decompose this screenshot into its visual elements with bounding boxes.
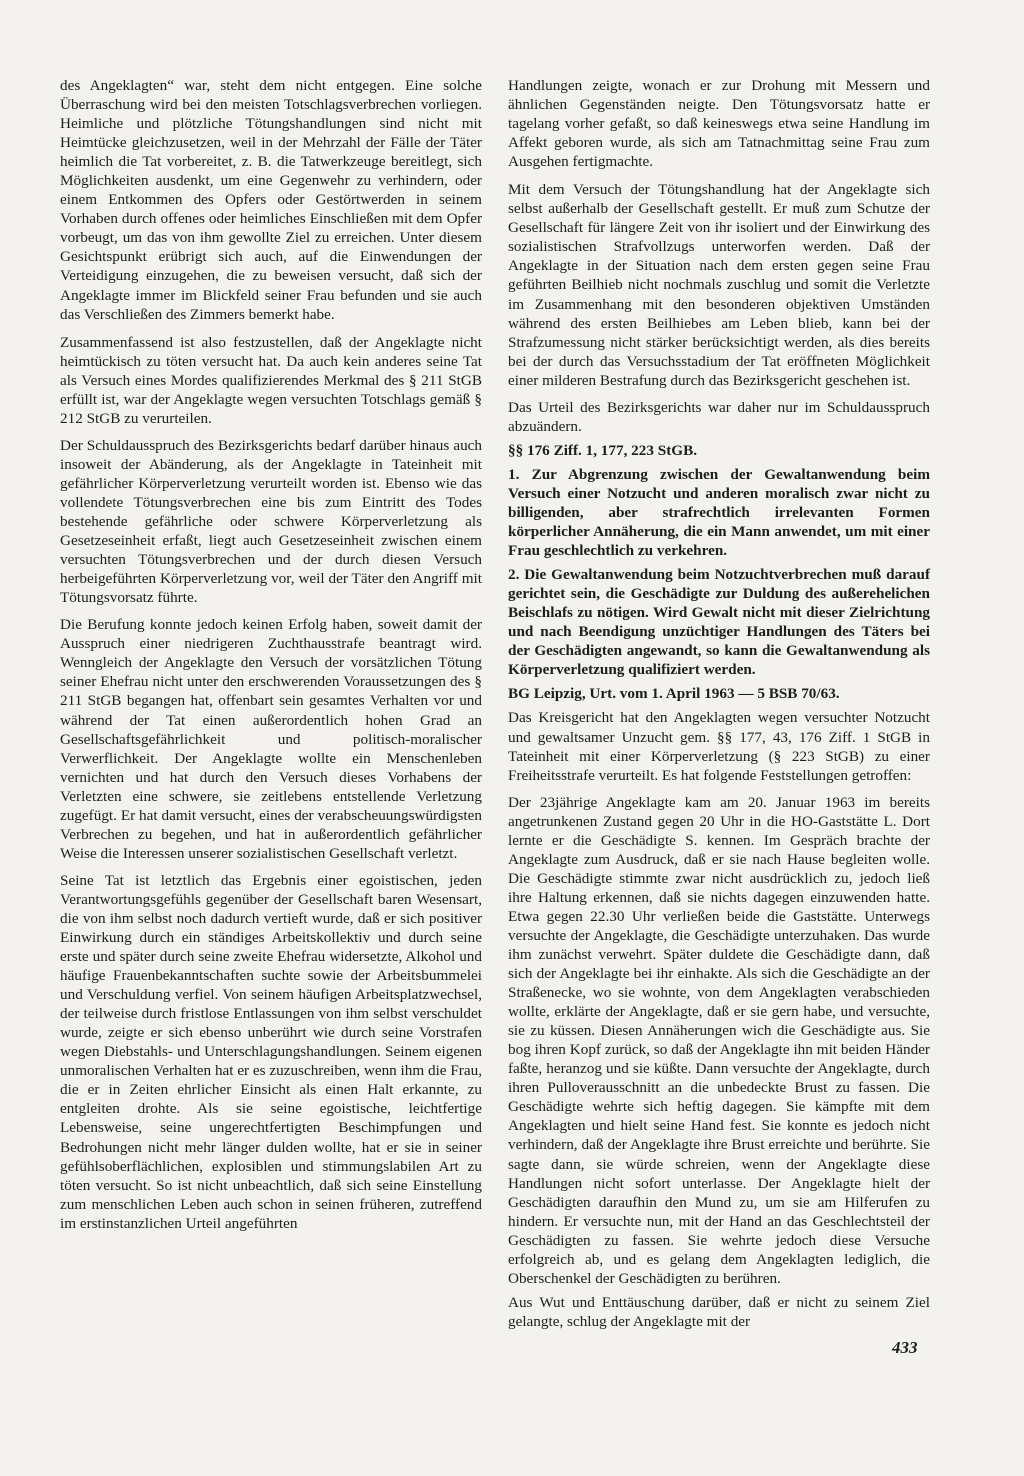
paragraph: Das Kreisgericht hat den Angeklagten wegen versuchter Notzucht und gewaltsamer Unzucht gem. §§ 177, 43, 176 Ziff. 1 StGB in Tateinheit mit einer Körperverletzung (§ 223 StGB) zu einer Freiheitsstrafe verurteilt. Es hat folgende Feststellungen getroffen: xyxy=(508,709,930,784)
paragraph: Zusammenfassend ist also festzustellen, daß der Angeklagte nicht heimtückisch zu töten versucht hat. Da auch kein anderes seine Tat als Versuch eines Mordes qualifizierendes Merkmal des § 211 StGB erfüllt ist, war der Angeklagte wegen versuchten Totschlags gemäß § 212 StGB zu verurteilen. xyxy=(60,333,482,427)
paragraph: Das Urteil des Bezirksgerichts war daher nur im Schuldausspruch abzuändern. xyxy=(508,398,930,435)
paragraph: des Angeklagten“ war, steht dem nicht entgegen. Eine solche Überraschung wird bei den meisten Totschlagsverbrechen vorliegen. Heimliche und plötzliche Tötungshandlungen sind nicht mit Heimtücke gleichzusetzen, weil in der Mehrzahl der Fälle der Täter heimlich die Tat vorbereitet, z. B. die Tatwerkzeuge bereitlegt, sich Möglichkeiten ausdenkt, um eine Gegenwehr zu verhindern, oder einem Entkommen des Opfers oder Gestörtwerden in seinem Vorhaben durch offenes oder heimliches Einschließen mit dem Opfer vorbeugt, um das von ihm gewollte Ziel zu erreichen. Unter diesem Gesichtspunkt erübrigt sich auch, auf die Einwendungen der Verteidigung einzugehen, die zu beweisen versucht, daß sich der Angeklagte immer im Blickfeld seiner Frau befunden und sie auch das Verschließen des Zimmers bemerkt habe. xyxy=(60,77,482,323)
paragraph: Mit dem Versuch der Tötungshandlung hat der Angeklagte sich selbst außerhalb der Gesellschaft gestellt. Er muß zum Schutze der Gesellschaft für längere Zeit von ihr isoliert und der Einwirkung des sozialistischen Strafvollzugs unterworfen werden. Daß der Angeklagte in der Situation nach dem ersten gegen seine Frau geführten Beilhieb nicht nochmals zuschlug und somit die Verletzte im Zusammenhang mit den besonderen objektiven Umständen während des ersten Beilhiebes am Leben blieb, kann bei der Strafzumessung nicht stärker berücksichtigt werden, als dies bereits bei der durch das Versuchsstadium der Tat eröffneten Möglichkeit einer milderen Bestrafung durch das Bezirksgericht geschehen ist. xyxy=(508,181,930,389)
headnote: 1. Zur Abgrenzung zwischen der Gewaltanwendung beim Versuch einer Notzucht und anderen moralisch zwar nicht zu billigenden, aber strafrechtlich irrelevanten Formen körperlicher Annäherung, die ein Mann anwendet, um mit einer Frau geschlechtlich zu verkehren. xyxy=(508,465,930,560)
paragraph: Seine Tat ist letztlich das Ergebnis einer egoistischen, jeden Verantwortungsgefühls gegenüber der Gesellschaft baren Wesensart, die von ihm selbst noch dadurch vertieft wurde, daß er sich positiver Einwirkung durch ein ständiges Arbeitskollektiv und durch seine erste und später durch seine zweite Ehefrau widersetzte, Alkohol und häufige Frauenbekanntschaften suchte sowie der Arbeitsbummelei und Verschuldung verfiel. Von seinem häufigen Arbeitsplatzwechsel, der teilweise durch fristlose Entlassungen von ihm selbst verschuldet wurde, zeigte er sich ebenso unberührt wie durch seine Vorstrafen wegen Diebstahls- und Unterschlagungshandlungen. Seinem eigenen unmoralischen Verhalten hat er es zuzuschreiben, wenn ihm die Frau, die er in Zeiten ehrlicher Einsicht als einen Halt erkannte, zu entgleiten drohte. Als sie seine egoistische, leichtfertige Lebensweise, seine ungerechtfertigten Beschimpfungen und Bedrohungen nicht mehr länger dulden wollte, hat er sie in seiner gefühlsoberflächlichen, explosiblen und stimmungslabilen Art zu töten versucht. So ist nicht unbeachtlich, daß sich seine Einstellung zum menschlichen Leben auch schon in seinen früheren, zutreffend im erstinstanzlichen Urteil angeführten xyxy=(60,871,482,1232)
court-citation: BG Leipzig, Urt. vom 1. April 1963 — 5 BSB 70/63. xyxy=(508,685,840,703)
left-column xyxy=(60,76,482,1241)
headnote: 2. Die Gewaltanwendung beim Notzuchtverbrechen muß darauf gerichtet sein, die Geschädigte zur Duldung des außerehelichen Beischlafs zu nötigen. Wird Gewalt nicht mit dieser Zielrichtung und nach Beendigung unzüchtiger Handlungen des Täters bei der Geschädigten angewandt, so kann die Gewaltanwendung als Körperverletzung qualifiziert werden. xyxy=(508,566,930,679)
paragraph: Handlungen zeigte, wonach er zur Drohung mit Messern und ähnlichen Gegenständen neigte. Den Tötungsvorsatz hatte er tagelang vorher gefaßt, so daß keineswegs etwa seine Handlung im Affekt geboren wurde, als sich am Tatnachmittag seine Frau zum Ausgehen fertigmachte. xyxy=(508,77,930,171)
section-heading: §§ 176 Ziff. 1, 177, 223 StGB. xyxy=(508,441,698,459)
paragraph: Aus Wut und Enttäuschung darüber, daß er nicht zu seinem Ziel gelangte, schlug der Angeklagte mit der xyxy=(508,1293,930,1330)
page-number: 433 xyxy=(892,1338,918,1357)
paragraph: Die Berufung konnte jedoch keinen Erfolg haben, soweit damit der Ausspruch einer niedrigeren Zuchthausstrafe beantragt wird. Wenngleich der Angeklagte den Versuch der vorsätzlichen Tötung seiner Ehefrau nicht unter den erschwerenden Voraussetzungen des § 211 StGB begangen hat, offenbart sein gesamtes Verhalten vor und während der Tat einen außerordentlich hohen Grad an Gesellschaftsgefährlichkeit und politisch-moralischer Verwerflichkeit. Der Angeklagte wollte ein Menschenleben vernichten und hat durch den Versuch dieses Vorhabens der Verletzten eine schwere, sie zeitlebens entstellende Verletzung zugefügt. Er hat damit versucht, eines der verabscheuungswürdigsten Verbrechen zu begehen, und hat in außerordentlich gefährlicher Weise die Interessen unserer sozialistischen Gesellschaft verletzt. xyxy=(60,616,482,862)
paragraph: Der 23jährige Angeklagte kam am 20. Januar 1963 im bereits angetrunkenen Zustand gegen 20 Uhr in die HO-Gaststätte L. Dort lernte er die Geschädigte S. kennen. Im Gespräch brachte der Angeklagte zum Ausdruck, daß er sie nach Hause begleiten wolle. Die Geschädigte stimmte zwar nicht ausdrücklich zu, jedoch ließ ihre Haltung erkennen, daß sie nichts dagegen einzuwenden hatte. Etwa gegen 22.30 Uhr verließen beide die Gaststätte. Unterwegs versuchte der Angeklagte, die Geschädigte unterzuhaken. Das wurde ihm zunächst verwehrt. Später duldete die Geschädigte dann, daß sich der Angeklagte bei ihr einhakte. Als sich die Geschädigte an der Straßenecke, wo sie wohnte, von dem Angeklagten verabschieden wollte, erklärte der Angeklagte, daß er sie gern habe, und versuchte, sie zu küssen. Diesen Annäherungen wich die Geschädigte aus. Sie bog ihren Kopf zurück, so daß der Angeklagte ihn mit beiden Händer faßte, heranzog und sie küßte. Dann versuchte der Angeklagte, durch ihren Pulloverausschnitt an die unbedeckte Brust zu fassen. Die Geschädigte wehrte sich heftig dagegen. Sie kämpfte mit dem Angeklagten und hielt seine Hand fest. Sie konnte es jedoch nicht verhindern, daß der Angeklagte ihre Brust erreichte und berührte. Sie sagte dann, sie würde schreien, wenn der Angeklagte diese Handlungen nicht sofort unterlasse. Der Angeklagte hielt der Geschädigten daraufhin den Mund zu, um sie am Hilferufen zu hindern. Er versuchte nun, mit der Hand an das Geschlechtsteil der Geschädigten zu fassen. Sie wehrte jedoch diese Versuche erfolgreich ab, und es gelang dem Angeklagten lediglich, die Oberschenkel der Geschädigten zu berühren. xyxy=(508,793,930,1287)
paragraph: Der Schuldausspruch des Bezirksgerichts bedarf darüber hinaus auch insoweit der Abänderung, als der Angeklagte in Tateinheit mit gefährlicher Körperverletzung verurteilt worden ist. Ebenso wie das vollendete Tötungsverbrechen eine bis zum Eintritt des Todes bestehende gefährliche oder schwere Körperverletzung als Gesetzeseinheit erfaßt, liegt auch Gesetzeseinheit zwischen einem versuchten Tötungsverbrechen und der durch diesen Versuch herbeigeführten Körperverletzung vor, weil der Täter den Angriff mit Tötungsvorsatz führte. xyxy=(60,436,482,607)
right-column xyxy=(508,76,930,1339)
